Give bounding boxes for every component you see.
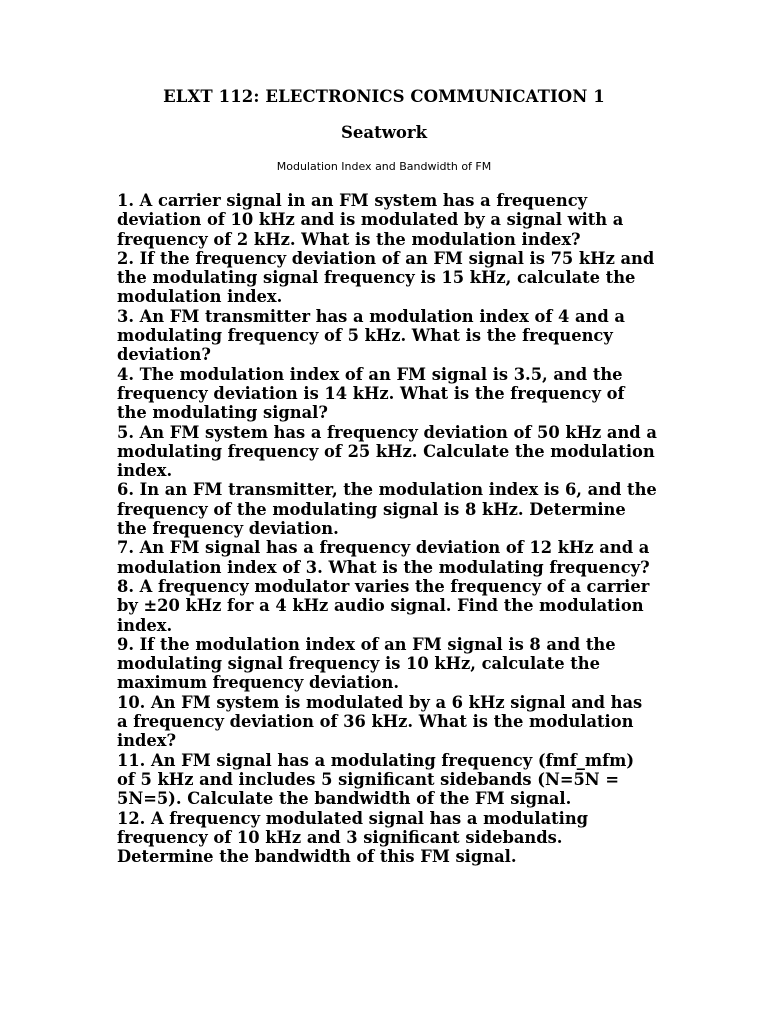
question-item: 11. An FM signal has a modulating frequency (fmf_mfm) of 5 kHz and includes 5 significant sidebands (N=5N = 5N=5). Calculate the bandwidth of the FM signal.	[117, 750, 635, 809]
question-list	[117, 191, 657, 866]
question-item: 12. A frequency modulated signal has a modulating frequency of 10 kHz and 3 significant sidebands. Determine the bandwidth of this FM signal.	[117, 808, 589, 867]
question-item: 9. If the modulation index of an FM signal is 8 and the modulating signal frequency is 10 kHz, calculate the maximum frequency deviation.	[117, 634, 616, 693]
question-item: 4. The modulation index of an FM signal is 3.5, and the frequency deviation is 14 kHz. What is the frequency of the modulating signal?	[117, 364, 625, 423]
question-item: 2. If the frequency deviation of an FM signal is 75 kHz and the modulating signal frequency is 15 kHz, calculate the modulation index.	[117, 248, 655, 307]
question-item: 8. A frequency modulator varies the frequency of a carrier by ±20 kHz for a 4 kHz audio signal. Find the modulation index.	[117, 576, 650, 635]
question-item: 1. A carrier signal in an FM system has a frequency deviation of 10 kHz and is modulated by a signal with a frequency of 2 kHz. What is the modulation index?	[117, 191, 624, 249]
page-title: Seatwork	[340, 123, 428, 142]
question-item: 3. An FM transmitter has a modulation index of 4 and a modulating frequency of 5 kHz. What is the frequency deviation?	[117, 306, 625, 365]
page-subtitle: Modulation Index and Bandwidth of FM	[276, 160, 492, 173]
question-item: 7. An FM signal has a frequency deviation of 12 kHz and a modulation index of 3. What is the modulating frequency?	[117, 538, 650, 577]
question-item: 10. An FM system is modulated by a 6 kHz signal and has a frequency deviation of 36 kHz. What is the modulation index?	[117, 692, 643, 751]
question-item: 6. In an FM transmitter, the modulation index is 6, and the frequency of the modulating signal is 8 kHz. Determine the frequency deviation.	[117, 480, 657, 539]
question-item: 5. An FM system has a frequency deviation of 50 kHz and a modulating frequency of 25 kHz. Calculate the modulation index.	[117, 422, 657, 481]
course-title: ELXT 112: ELECTRONICS COMMUNICATION 1	[163, 87, 605, 106]
